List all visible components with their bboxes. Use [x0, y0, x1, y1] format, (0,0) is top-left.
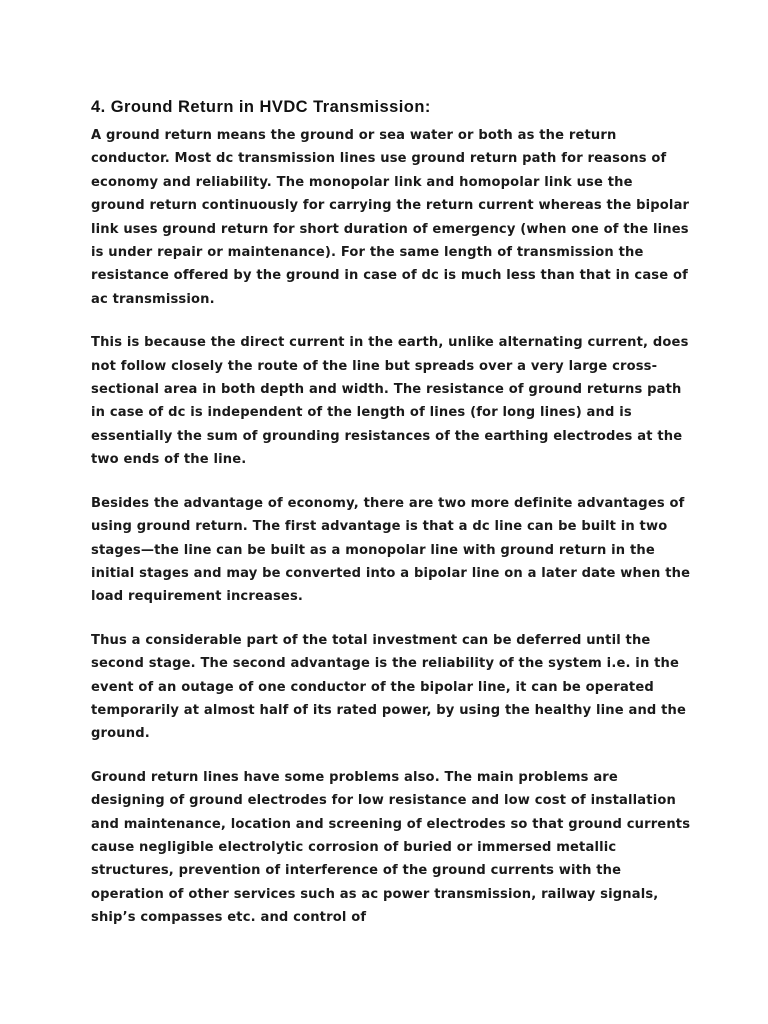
paragraph-investment-reliability: Thus a considerable part of the total investment can be deferred until the second stage. The second advantage is the reliability of the system i.e. in the event of an outage of one conductor of the bipolar line, it can be operated temporarily at almost half of its rated power, by using the healthy line and the ground.	[91, 632, 687, 742]
document-body	[91, 96, 691, 950]
paragraph-advantages: Besides the advantage of economy, there are two more definite advantages of using ground return. The first advantage is that a dc line can be built in two stages—the line can be built as a monopolar line with ground return in the initial stages and may be converted into a bipolar line on a later date when the load requirement increases.	[91, 495, 691, 605]
paragraph-ground-return-definition: A ground return means the ground or sea water or both as the return conductor. Most dc transmission lines use ground return path for reasons of economy and reliability. The monopolar link and homopolar link use the ground return continuously for carrying the return current whereas the bipolar link uses ground return for short duration of emergency (when one of the lines is under repair or maintenance). For the same length of transmission the resistance offered by the ground in case of dc is much less than that in case of ac transmission.	[91, 128, 690, 307]
section-heading: 4. Ground Return in HVDC Transmission:	[91, 98, 431, 116]
paragraph-direct-current-earth: This is because the direct current in the earth, unlike alternating current, does not follow closely the route of the line but spreads over a very large cross-sectional area in both depth and width. The resistance of ground returns path in case of dc is independent of the length of lines (for long lines) and is essentially the sum of grounding resistances of the earthing electrodes at the two ends of the line.	[91, 335, 689, 468]
paragraph-problems: Ground return lines have some problems also. The main problems are designing of ground electrodes for low resistance and low cost of installation and maintenance, location and screening of electrodes so that ground currents cause negligible electrolytic corrosion of buried or immersed metallic structures, prevention of interference of the ground currents with the operation of other services such as ac power transmission, railway signals, ship’s compasses etc. and control of	[91, 769, 691, 926]
